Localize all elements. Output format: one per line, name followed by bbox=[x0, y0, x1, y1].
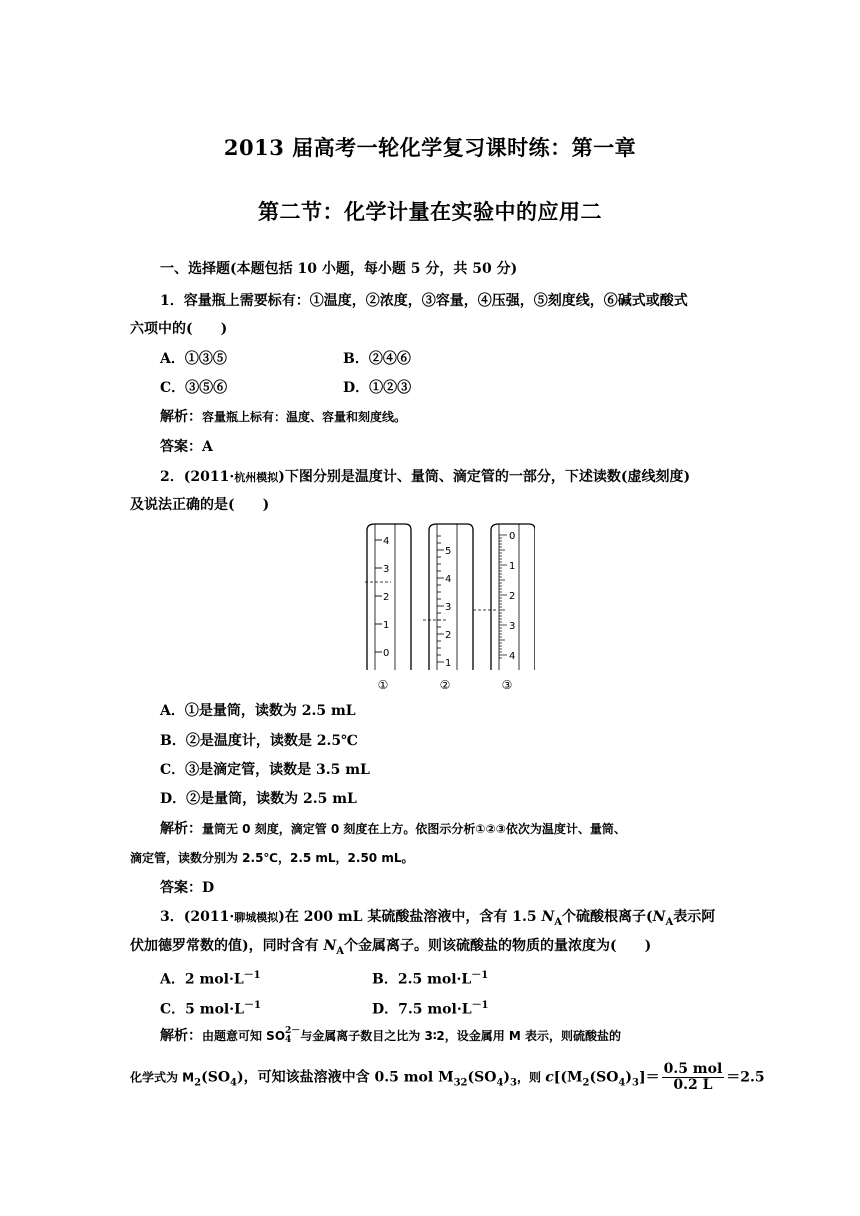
formula-part: (SO bbox=[201, 1069, 231, 1086]
q2-source: 杭州模拟 bbox=[234, 471, 279, 484]
concentration-symbol: c bbox=[545, 1069, 554, 1086]
avogadro-symbol: N bbox=[652, 909, 666, 925]
formula-part: [(M bbox=[553, 1069, 583, 1086]
subscript: 2 bbox=[194, 1077, 202, 1089]
q3-stem-part: 伏加德罗常数的值)，同时含有 bbox=[130, 938, 324, 954]
q2-option-b: B．②是温度计，读数是 2.5℃ bbox=[160, 733, 358, 749]
q2-answer: 答案：D bbox=[160, 880, 215, 896]
tube-1-tick-label: 0 bbox=[383, 648, 390, 659]
formula-part: ) bbox=[625, 1069, 632, 1086]
q2-stem-rest: )下图分别是温度计、量筒、滴定管的一部分，下述读数(虚线刻度) bbox=[278, 469, 691, 485]
tube-2-tick-label: 2 bbox=[445, 630, 452, 641]
q3-analysis-text: 由题意可知 SO bbox=[202, 1029, 286, 1043]
formula-part: ]＝ bbox=[638, 1069, 660, 1086]
avogadro-subscript: A bbox=[554, 916, 563, 928]
q2-number: 2．(2011· bbox=[160, 469, 235, 485]
exponent: －1 bbox=[243, 1000, 261, 1011]
q2-analysis-line1 bbox=[160, 819, 626, 839]
document-title: 2013 届高考一轮化学复习课时练：第一章 bbox=[223, 135, 637, 160]
subscript: 4 bbox=[496, 1077, 504, 1089]
q1-answer: 答案：A bbox=[160, 439, 213, 455]
q1-analysis bbox=[160, 407, 406, 427]
tube-1-tick-label: 2 bbox=[383, 592, 390, 603]
tube-2-label: ② bbox=[439, 678, 451, 692]
subscript: 4 bbox=[230, 1077, 237, 1089]
avogadro-subscript: A bbox=[336, 945, 345, 957]
q3-analysis-text: 与金属离子数目之比为 3∶2，设金属用 M 表示，则硫酸盐的 bbox=[300, 1029, 622, 1043]
fraction-numerator: 0.5 mol bbox=[663, 1061, 723, 1077]
q1-analysis-text: 容量瓶上标有：温度、容量和刻度线。 bbox=[202, 410, 407, 424]
subscript: 2 bbox=[582, 1077, 590, 1089]
tube-2 bbox=[423, 524, 473, 692]
q3-analysis-text: 化学式为 M bbox=[130, 1070, 195, 1085]
q1-stem-line2: 六项中的( ) bbox=[130, 321, 228, 337]
tube-3 bbox=[473, 524, 535, 692]
q2-analysis-label: 解析： bbox=[160, 821, 202, 837]
q1-stem-line1: 1．容量瓶上需要标有：①温度，②浓度，③容量，④压强，⑤刻度线，⑥碱式或酸式 bbox=[160, 293, 688, 309]
fraction-denominator: 0.2 L bbox=[673, 1077, 713, 1093]
exponent: －1 bbox=[243, 970, 261, 981]
q2-stem-line2: 及说法正确的是( ) bbox=[130, 497, 270, 513]
q3-stem-line1 bbox=[160, 907, 715, 933]
q1-option-b: B．②④⑥ bbox=[343, 351, 411, 367]
q2-option-c: C．③是滴定管，读数是 3.5 mL bbox=[160, 762, 370, 778]
q3-analysis-line1 bbox=[160, 1026, 621, 1046]
avogadro-subscript: A bbox=[665, 916, 674, 928]
exponent: －1 bbox=[471, 1000, 489, 1011]
formula-part: (SO bbox=[467, 1069, 497, 1086]
q1-option-c: C．③⑤⑥ bbox=[160, 380, 228, 396]
q3-option-b bbox=[372, 966, 488, 990]
q2-analysis-text2: 滴定管，读数分别为 2.5℃，2.5 mL，2.50 mL。 bbox=[130, 851, 414, 865]
tube-3-tick-label: 1 bbox=[509, 561, 516, 572]
q3-option-d bbox=[372, 996, 489, 1020]
tube-1 bbox=[365, 524, 411, 692]
q3-option-d-text: D．7.5 mol·L bbox=[372, 1001, 472, 1018]
exponent: －1 bbox=[471, 970, 489, 981]
tube-3-label: ③ bbox=[501, 678, 513, 692]
q3-option-c bbox=[160, 996, 261, 1020]
q3-stem-part: 表示阿 bbox=[673, 909, 716, 925]
q2-option-a: A．①是量筒，读数为 2.5 mL bbox=[160, 703, 356, 719]
subscript: 3 bbox=[631, 1077, 639, 1089]
q3-analysis-line2 bbox=[130, 1062, 765, 1093]
formula-part: )，可知该盐溶液中含 0.5 mol M bbox=[237, 1069, 454, 1086]
tube-1-tick-label: 4 bbox=[383, 536, 390, 547]
subscript: 2 bbox=[460, 1077, 468, 1089]
q3-option-a-text: A．2 mol·L bbox=[160, 971, 244, 988]
sulfate-subscript: 4 bbox=[285, 1035, 292, 1045]
formula-part: (SO bbox=[589, 1069, 619, 1086]
tube-3-tick-label: 3 bbox=[509, 621, 516, 632]
document-subtitle: 第二节：化学计量在实验中的应用二 bbox=[258, 199, 602, 224]
sulfate-charge bbox=[285, 1027, 300, 1045]
avogadro-symbol: N bbox=[541, 909, 555, 925]
section-heading: 一、选择题(本题包括 10 小题，每小题 5 分，共 50 分) bbox=[160, 261, 518, 277]
q3-analysis-label: 解析： bbox=[160, 1028, 202, 1044]
tube-2-tick-label: 3 bbox=[445, 602, 452, 613]
avogadro-symbol: N bbox=[323, 938, 337, 954]
tube-1-tick-label: 3 bbox=[383, 564, 390, 575]
q3-option-c-text: C．5 mol·L bbox=[160, 1001, 244, 1018]
q1-option-a: A．①③⑤ bbox=[160, 351, 227, 367]
q3-analysis-text: ，则 bbox=[517, 1070, 546, 1085]
formula-part: ＝2.5 bbox=[726, 1069, 765, 1086]
subscript: 3 bbox=[510, 1077, 518, 1089]
q3-source: 聊城模拟 bbox=[234, 911, 279, 924]
q3-stem-part: )在 200 mL 某硫酸盐溶液中，含有 1.5 bbox=[278, 909, 542, 925]
sulfate-superscript: 2－ bbox=[285, 1026, 301, 1036]
tube-2-tick-label: 5 bbox=[445, 546, 452, 557]
q2-analysis-line2 bbox=[130, 848, 414, 868]
tube-3-tick-label: 2 bbox=[509, 591, 516, 602]
tube-2-tick-label: 4 bbox=[445, 574, 452, 585]
tube-3-tick-label: 0 bbox=[509, 531, 516, 542]
q1-analysis-label: 解析： bbox=[160, 409, 202, 425]
formula-part: ) bbox=[503, 1069, 511, 1086]
q3-stem-part: 个硫酸根离子( bbox=[562, 909, 653, 925]
tube-2-tick-label: 1 bbox=[445, 658, 452, 669]
q3-number: 3．(2011· bbox=[160, 909, 235, 925]
q3-option-b-text: B．2.5 mol·L bbox=[372, 971, 472, 988]
q2-analysis-text1: 量筒无 0 刻度，滴定管 0 刻度在上方。依图示分析①②③依次为温度计、量筒、 bbox=[202, 822, 626, 836]
q1-option-d: D．①②③ bbox=[343, 380, 412, 396]
subscript: 3 bbox=[453, 1077, 461, 1089]
tube-3-tick-label: 4 bbox=[509, 651, 516, 662]
tube-1-label: ① bbox=[377, 678, 389, 692]
q2-stem-line1 bbox=[160, 467, 690, 488]
q3-stem-part: 个金属离子。则该硫酸盐的物质的量浓度为( ) bbox=[344, 938, 652, 954]
subscript: 4 bbox=[618, 1077, 626, 1089]
q3-stem-line2 bbox=[130, 936, 651, 962]
q3-option-a bbox=[160, 966, 261, 990]
fraction bbox=[662, 1062, 725, 1093]
instrument-figure bbox=[355, 518, 535, 693]
q2-option-d: D．②是量筒，读数为 2.5 mL bbox=[160, 791, 357, 807]
tube-1-tick-label: 1 bbox=[383, 620, 390, 631]
